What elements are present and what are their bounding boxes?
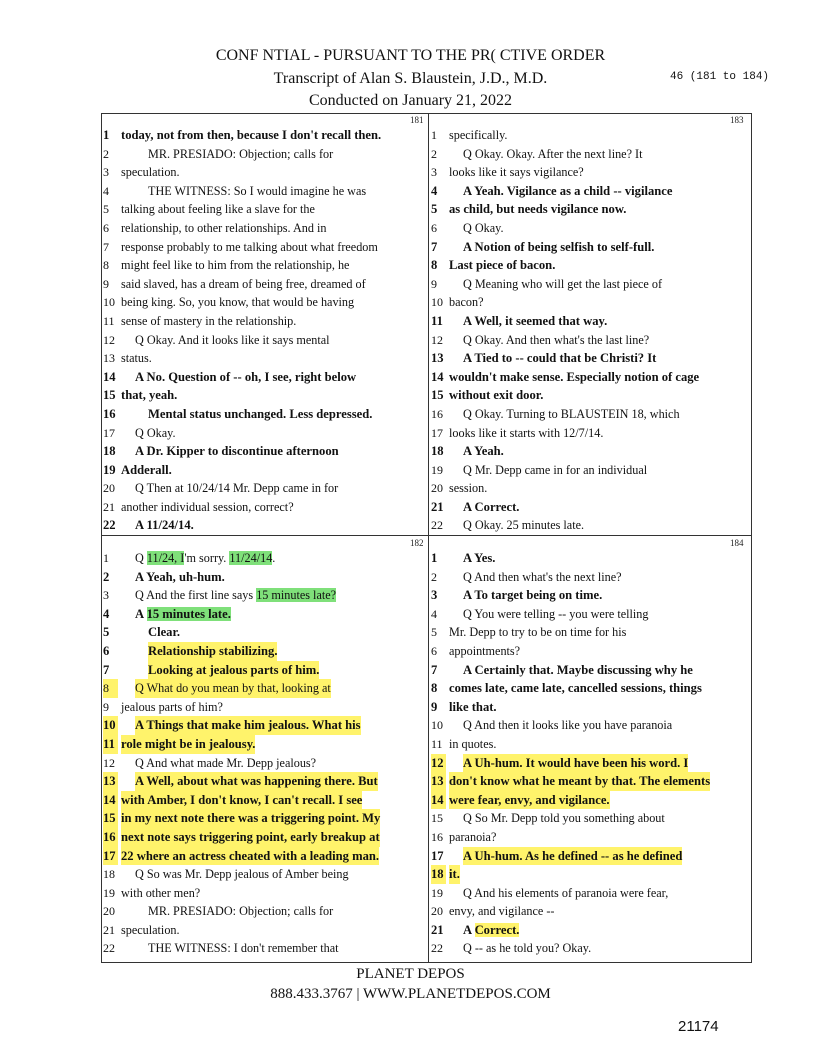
line-number: 8 (103, 258, 109, 273)
transcript-line (103, 828, 425, 847)
text-segment: A (135, 606, 147, 621)
page-number-181: 181 (410, 115, 424, 125)
line-text: A Uh-hum. As he defined -- as he defined (463, 847, 682, 866)
transcript-line (431, 568, 753, 587)
line-number: 19 (431, 885, 443, 900)
line-text: Q What do you mean by that, looking at (135, 679, 331, 698)
line-text: comes late, came late, cancelled sessions, things (449, 681, 702, 696)
line-number: 21 (103, 499, 115, 514)
transcript-line (431, 865, 753, 884)
line-number: 11 (103, 313, 115, 328)
transcript-page-184 (431, 549, 753, 958)
line-text: Q Okay. And it looks like it says mental (135, 332, 330, 347)
line-text: MR. PRESIADO: Objection; calls for (148, 146, 334, 161)
line-text: sense of mastery in the relationship. (121, 313, 297, 328)
transcript-line (431, 698, 753, 717)
transcript-line (431, 479, 753, 498)
line-number: 1 (431, 128, 437, 142)
highlighted-text: 11/24/14 (229, 551, 273, 565)
footer-contact: 888.433.3767 | WWW.PLANETDEPOS.COM (270, 986, 551, 1002)
line-text: MR. PRESIADO: Objection; calls for (148, 904, 334, 919)
line-text: Q Okay. And then what's the last line? (463, 332, 650, 347)
transcript-line (431, 238, 753, 257)
line-text: relationship, to other relationships. And in (121, 220, 327, 235)
line-number: 16 (431, 829, 443, 844)
line-text: A 11/24/14. (135, 518, 194, 533)
line-text: A Tied to -- could that be Christi? It (463, 351, 657, 366)
transcript-line (431, 516, 753, 535)
line-number: 14 (431, 791, 446, 810)
transcript-line (431, 331, 753, 350)
line-number: 4 (103, 183, 109, 198)
transcript-line (103, 791, 425, 810)
transcript-line (431, 293, 753, 312)
line-text: like that. (449, 699, 497, 714)
line-number: 14 (103, 791, 118, 810)
line-text: speculation. (121, 922, 180, 937)
transcript-line (431, 549, 753, 568)
line-text: Relationship stabilizing. (148, 642, 277, 661)
transcript-line (431, 772, 753, 791)
line-number: 3 (431, 588, 438, 603)
line-text: wouldn't make sense. Especially notion of cage (449, 369, 700, 384)
line-number: 9 (103, 276, 109, 291)
line-text: Q -- as he told you? Okay. (463, 941, 592, 956)
line-number: 10 (431, 718, 443, 733)
line-number: 15 (103, 809, 118, 828)
line-number: 16 (103, 828, 118, 847)
line-text: appointments? (449, 643, 521, 658)
transcript-line (431, 605, 753, 624)
line-number: 1 (431, 551, 438, 565)
line-number: 2 (431, 146, 437, 161)
transcript-line (103, 331, 425, 350)
transcript-line (103, 182, 425, 201)
transcript-line (103, 145, 425, 164)
line-text: without exit door. (449, 388, 544, 403)
line-text: might feel like to him from the relationship, he (121, 258, 350, 273)
line-number: 1 (103, 128, 110, 142)
line-number: 8 (431, 681, 438, 696)
line-number: 18 (431, 444, 444, 459)
line-text: Q And then what's the next line? (463, 569, 622, 584)
transcript-page-181 (103, 126, 425, 535)
line-text: envy, and vigilance -- (449, 904, 555, 919)
transcript-line (103, 847, 425, 866)
line-text: Q Okay. (463, 220, 504, 235)
transcript-line (103, 293, 425, 312)
transcript-line (431, 586, 753, 605)
line-text: A Notion of being selfish to self-full. (463, 239, 655, 254)
line-number: 11 (103, 735, 118, 754)
line-number: 2 (431, 569, 437, 584)
line-number: 5 (103, 625, 110, 640)
transcript-line (431, 902, 753, 921)
line-text: role might be in jealousy. (121, 735, 255, 754)
line-number: 18 (103, 867, 115, 882)
line-text: Mental status unchanged. Less depressed. (148, 406, 373, 421)
line-number: 21 (431, 922, 444, 937)
line-text: next note says triggering point, early breakup at (121, 828, 380, 847)
line-text: Q Okay. 25 minutes late. (463, 518, 585, 533)
line-number: 20 (103, 904, 115, 919)
transcript-line (103, 735, 425, 754)
line-number: 15 (431, 811, 443, 826)
header-transcript-title: Transcript of Alan S. Blaustein, J.D., M.D. (273, 70, 548, 87)
line-number: 15 (103, 388, 116, 403)
column-divider (428, 113, 429, 963)
page-number-183: 183 (730, 115, 744, 125)
line-text (135, 605, 231, 624)
line-number: 8 (103, 679, 118, 698)
line-number: 19 (103, 885, 115, 900)
transcript-line (431, 735, 753, 754)
line-text: Clear. (148, 625, 181, 640)
line-number: 12 (103, 755, 115, 770)
transcript-line (103, 256, 425, 275)
line-text: Q Okay. Okay. After the next line? It (463, 146, 643, 161)
transcript-line (431, 349, 753, 368)
transcript-line (431, 256, 753, 275)
transcript-line (103, 642, 425, 661)
transcript-line (431, 182, 753, 201)
line-number: 5 (431, 625, 437, 640)
footer-company: PLANET DEPOS (356, 966, 465, 982)
transcript-line (431, 498, 753, 517)
line-text: bacon? (449, 295, 484, 310)
highlighted-text: 15 minutes late. (146, 606, 231, 621)
page-range-ref: 46 (181 to 184) (670, 71, 770, 83)
transcript-line (103, 200, 425, 219)
line-number: 6 (103, 643, 110, 658)
line-number: 9 (431, 276, 437, 291)
line-number: 17 (431, 425, 443, 440)
highlighted-text: 11/24, I (146, 551, 185, 565)
transcript-line (431, 386, 753, 405)
transcript-line (103, 586, 425, 605)
line-text: Q So was Mr. Depp jealous of Amber being (135, 867, 349, 882)
transcript-page-182 (103, 549, 425, 958)
line-number: 17 (103, 847, 118, 866)
line-number: 17 (431, 848, 444, 863)
line-text: speculation. (121, 165, 180, 180)
line-number: 7 (431, 239, 438, 254)
transcript-line (431, 200, 753, 219)
line-text: Mr. Depp to try to be on time for his (449, 625, 627, 640)
line-text: were fear, envy, and vigilance. (449, 791, 610, 810)
line-text: Looking at jealous parts of him. (148, 661, 319, 680)
line-text: A Yes. (463, 551, 496, 565)
transcript-line (103, 126, 425, 145)
line-number: 22 (431, 941, 443, 956)
line-text: A Correct. (463, 499, 520, 514)
line-number: 9 (431, 699, 438, 714)
transcript-line (103, 219, 425, 238)
transcript-line (431, 275, 753, 294)
line-number: 13 (431, 351, 444, 366)
line-text: A Certainly that. Maybe discussing why he (463, 662, 693, 677)
line-text: A Yeah. Vigilance as a child -- vigilance (463, 183, 673, 198)
line-number: 11 (431, 736, 443, 751)
line-number: 6 (431, 643, 437, 658)
line-text: in quotes. (449, 736, 497, 751)
text-segment: Q And the first line says (135, 588, 257, 603)
line-number: 20 (431, 904, 443, 919)
transcript-line (103, 716, 425, 735)
transcript-line (103, 163, 425, 182)
line-number: 5 (103, 202, 109, 217)
transcript-line (431, 126, 753, 145)
line-text: Q And his elements of paranoia were fear, (463, 885, 669, 900)
line-number: 12 (103, 332, 115, 347)
line-text (135, 586, 336, 605)
transcript-line (103, 698, 425, 717)
line-text (135, 549, 275, 568)
line-number: 22 (103, 941, 115, 956)
text-segment: Q (135, 551, 147, 565)
line-text: THE WITNESS: So I would imagine he was (148, 183, 367, 198)
line-number: 4 (103, 606, 110, 621)
transcript-line (103, 275, 425, 294)
line-number: 7 (103, 239, 109, 254)
header-date: Conducted on January 21, 2022 (308, 92, 513, 109)
line-number: 2 (103, 569, 110, 584)
transcript-line (431, 884, 753, 903)
line-number: 3 (103, 165, 109, 180)
line-text: A To target being on time. (463, 588, 603, 603)
line-text: Q And then it looks like you have paranoia (463, 718, 673, 733)
line-text: Q Okay. (135, 425, 176, 440)
line-number: 10 (103, 716, 118, 735)
line-number: 17 (103, 425, 115, 440)
highlighted-text: Correct. (474, 922, 520, 937)
transcript-line (431, 163, 753, 182)
line-text: A Dr. Kipper to discontinue afternoon (135, 444, 339, 459)
line-number: 5 (431, 202, 438, 217)
row-divider (101, 535, 752, 536)
line-text: with other men? (121, 885, 201, 900)
line-text: Q And what made Mr. Depp jealous? (135, 755, 317, 770)
transcript-line (431, 442, 753, 461)
line-text: as child, but needs vigilance now. (449, 202, 627, 217)
transcript-line (431, 828, 753, 847)
transcript-line (103, 386, 425, 405)
line-text: Last piece of bacon. (449, 258, 556, 273)
transcript-line (431, 424, 753, 443)
line-text: said slaved, has a dream of being free, dreamed of (121, 276, 366, 291)
line-text: session. (449, 481, 488, 496)
line-number: 7 (103, 662, 110, 677)
line-text: A Uh-hum. It would have been his word. I (463, 754, 688, 773)
transcript-line (103, 809, 425, 828)
line-text: Q So Mr. Depp told you something about (463, 811, 665, 826)
line-number: 18 (103, 444, 116, 459)
line-text: today, not from then, because I don't recall then. (121, 128, 382, 142)
line-number: 3 (431, 165, 437, 180)
transcript-line (103, 424, 425, 443)
line-text: Q Meaning who will get the last piece of (463, 276, 663, 291)
transcript-line (431, 623, 753, 642)
transcript-page-183 (431, 126, 753, 535)
transcript-line (431, 679, 753, 698)
transcript-line (103, 238, 425, 257)
line-number: 10 (103, 295, 115, 310)
line-number: 6 (103, 220, 109, 235)
line-number: 8 (431, 258, 438, 273)
line-text: THE WITNESS: I don't remember that (148, 941, 339, 956)
header-confidential: CONF NTIAL - PURSUANT TO THE PR( CTIVE ORDER (215, 47, 606, 64)
transcript-line (103, 679, 425, 698)
line-text: 22 where an actress cheated with a leading man. (121, 847, 379, 866)
line-text: Adderall. (121, 462, 172, 477)
transcript-line (103, 623, 425, 642)
transcript-line (103, 405, 425, 424)
line-text: status. (121, 351, 152, 366)
text-segment: A (463, 922, 475, 937)
line-number: 19 (431, 462, 443, 477)
line-number: 14 (431, 369, 444, 384)
transcript-line (103, 605, 425, 624)
transcript-line (431, 405, 753, 424)
line-number: 22 (431, 518, 443, 533)
line-text: that, yeah. (121, 388, 178, 403)
line-number: 20 (103, 481, 115, 496)
line-text: talking about feeling like a slave for the (121, 202, 315, 217)
transcript-line (103, 368, 425, 387)
line-text: A Well, about what was happening there. But (135, 772, 378, 791)
transcript-line (431, 716, 753, 735)
line-number: 6 (431, 220, 437, 235)
line-text: another individual session, correct? (121, 499, 294, 514)
line-number: 13 (431, 772, 446, 791)
transcript-line (103, 442, 425, 461)
transcript-line (431, 939, 753, 958)
transcript-line (103, 754, 425, 773)
transcript-line (431, 754, 753, 773)
transcript-line (103, 884, 425, 903)
line-number: 20 (431, 481, 443, 496)
line-text: A Well, it seemed that way. (463, 313, 608, 328)
line-text: A No. Question of -- oh, I see, right below (135, 369, 357, 384)
line-number: 3 (103, 588, 109, 603)
transcript-line (431, 312, 753, 331)
line-text: jealous parts of him? (121, 699, 223, 714)
transcript-line (103, 902, 425, 921)
transcript-line (431, 461, 753, 480)
line-number: 7 (431, 662, 438, 677)
transcript-line (103, 461, 425, 480)
line-number: 9 (103, 699, 109, 714)
transcript-line (103, 939, 425, 958)
line-number: 21 (103, 922, 115, 937)
transcript-line (431, 847, 753, 866)
line-number: 4 (431, 183, 438, 198)
line-number: 22 (103, 518, 116, 533)
transcript-line (431, 368, 753, 387)
line-text: Q Okay. Turning to BLAUSTEIN 18, which (463, 406, 680, 421)
line-number: 14 (103, 369, 116, 384)
transcript-line (103, 549, 425, 568)
line-text: Q You were telling -- you were telling (463, 606, 649, 621)
line-text: being king. So, you know, that would be having (121, 295, 355, 310)
line-number: 11 (431, 313, 443, 328)
bates-number: 21174 (678, 1018, 719, 1035)
transcript-line (103, 865, 425, 884)
text-segment: 'm sorry. (184, 551, 230, 565)
transcript-line (103, 516, 425, 535)
line-number: 12 (431, 754, 446, 773)
line-number: 21 (431, 499, 444, 514)
line-text: response probably to me talking about what freedom (121, 239, 378, 254)
line-text (463, 921, 519, 940)
line-text: with Amber, I don't know, I can't recall. I see (121, 791, 362, 810)
line-text: in my next note there was a triggering point. My (121, 809, 380, 828)
transcript-line (431, 809, 753, 828)
transcript-line (103, 498, 425, 517)
line-number: 4 (431, 606, 437, 621)
transcript-line (103, 661, 425, 680)
transcript-line (431, 791, 753, 810)
line-text: paranoia? (449, 829, 497, 844)
transcript-line (431, 642, 753, 661)
line-text: A Yeah, uh-hum. (135, 569, 225, 584)
line-text: it. (449, 865, 460, 884)
line-number: 10 (431, 295, 443, 310)
transcript-line (103, 568, 425, 587)
transcript-line (103, 479, 425, 498)
line-number: 18 (431, 865, 446, 884)
line-text: looks like it starts with 12/7/14. (449, 425, 604, 440)
line-number: 2 (103, 146, 109, 161)
line-number: 19 (103, 462, 116, 477)
line-number: 16 (103, 406, 116, 421)
transcript-line (103, 772, 425, 791)
line-number: 13 (103, 351, 115, 366)
line-number: 1 (103, 551, 109, 565)
transcript-line (431, 219, 753, 238)
line-text: Q Mr. Depp came in for an individual (463, 462, 648, 477)
transcript-line (431, 661, 753, 680)
transcript-line (103, 921, 425, 940)
transcript-line (431, 921, 753, 940)
line-number: 13 (103, 772, 118, 791)
page-number-182: 182 (410, 538, 424, 548)
line-number: 15 (431, 388, 444, 403)
highlighted-text: 15 minutes late? (256, 588, 337, 603)
transcript-line (103, 312, 425, 331)
line-text: Q Then at 10/24/14 Mr. Depp came in for (135, 481, 339, 496)
transcript-line (431, 145, 753, 164)
line-text: don't know what he meant by that. The elements (449, 772, 710, 791)
page-number-184: 184 (730, 538, 744, 548)
line-text: looks like it says vigilance? (449, 165, 584, 180)
line-number: 16 (431, 406, 443, 421)
line-text: specifically. (449, 128, 508, 142)
text-segment: . (272, 551, 276, 565)
line-text: A Things that make him jealous. What his (135, 716, 361, 735)
line-text: A Yeah. (463, 444, 504, 459)
line-number: 12 (431, 332, 443, 347)
transcript-line (103, 349, 425, 368)
